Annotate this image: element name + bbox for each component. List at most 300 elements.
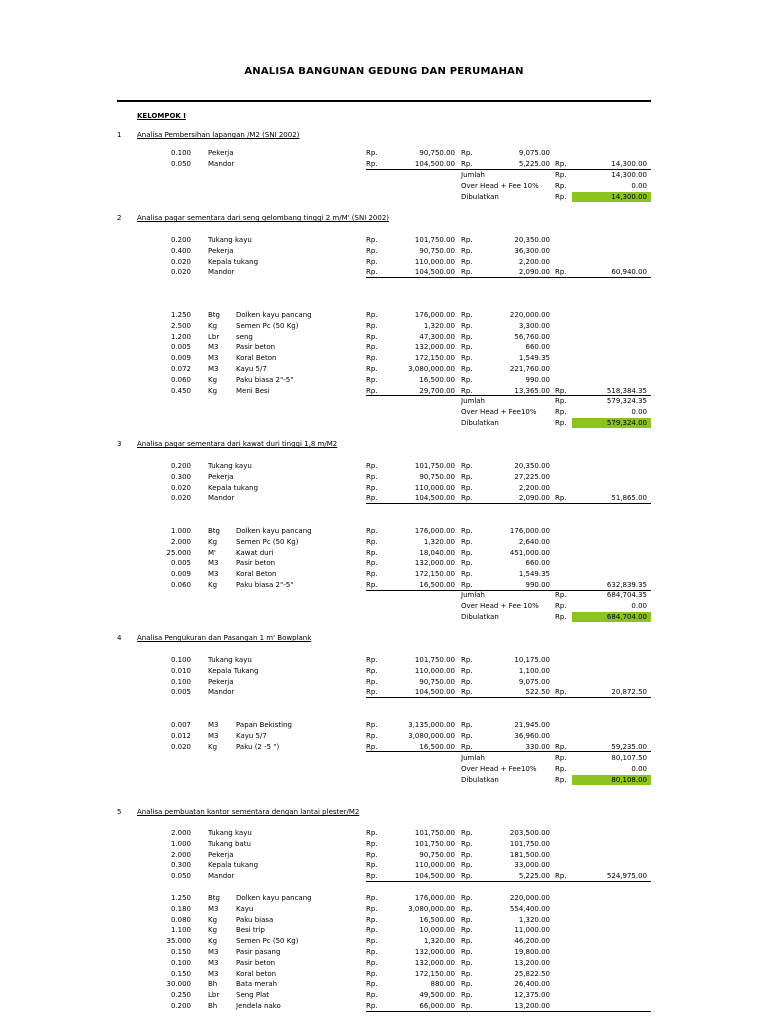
subtotal-cell: 220,000.00 bbox=[509, 311, 550, 319]
currency-label: Rp. bbox=[461, 861, 473, 870]
unit-price-cell: 90,750.00 bbox=[419, 472, 455, 481]
qty-cell: 0.009 bbox=[170, 354, 191, 363]
currency-label: Rp. bbox=[366, 666, 378, 675]
qty-cell: 0.150 bbox=[170, 969, 191, 978]
currency-label: Rp. bbox=[461, 915, 473, 924]
qty-cell: 0.050 bbox=[170, 872, 191, 881]
subtotal-cell: 10,175.00 bbox=[514, 656, 550, 664]
table-row bbox=[0, 915, 768, 926]
subtotal-cell: 990.00 bbox=[525, 375, 550, 384]
subtotal-cell: 21,945.00 bbox=[514, 721, 550, 729]
currency-label: Rp. bbox=[366, 915, 378, 924]
unit-price-cell: 172,150.00 bbox=[414, 969, 455, 978]
currency-label: Rp. bbox=[366, 721, 378, 729]
block-total-cell: 14,300.00 bbox=[611, 159, 647, 168]
description-cell: Bata merah bbox=[236, 980, 278, 989]
qty-cell: 2.000 bbox=[170, 537, 191, 546]
currency-label: Rp. bbox=[461, 159, 473, 168]
description-cell: Koral Beton bbox=[236, 570, 277, 579]
section-number: 5 bbox=[117, 808, 122, 816]
currency-label: Rp. bbox=[366, 483, 378, 492]
subtotal-cell: 203,500.00 bbox=[509, 829, 550, 837]
currency-label: Rp. bbox=[461, 311, 473, 319]
currency-label: Rp. bbox=[555, 494, 567, 503]
summary-value: 0.00 bbox=[631, 601, 647, 610]
summary-label: Dibulatkan bbox=[461, 418, 499, 427]
unit-cell: Kg bbox=[208, 375, 218, 384]
description-cell: Pekerja bbox=[208, 677, 234, 686]
unit-price-cell: 104,500.00 bbox=[414, 872, 455, 881]
table-row bbox=[0, 569, 768, 580]
subtotal-cell: 451,000.00 bbox=[509, 548, 550, 557]
description-cell: Kayu 5/7 bbox=[236, 365, 267, 373]
description-cell: Pekerja bbox=[208, 472, 234, 481]
description-cell: Tukang kayu bbox=[208, 462, 252, 470]
summary-row bbox=[0, 590, 768, 601]
currency-label: Rp. bbox=[461, 666, 473, 675]
currency-label: Rp. bbox=[461, 494, 473, 503]
subtotal-cell: 101,750.00 bbox=[509, 839, 550, 848]
block-total-cell: 524,975.00 bbox=[606, 872, 647, 881]
currency-label: Rp. bbox=[461, 742, 473, 751]
currency-label: Rp. bbox=[461, 246, 473, 255]
unit-cell: Kg bbox=[208, 926, 218, 935]
qty-cell: 0.060 bbox=[170, 375, 191, 384]
currency-label: Rp. bbox=[366, 991, 378, 1000]
currency-label: Rp. bbox=[555, 775, 567, 784]
description-cell: Koral Beton bbox=[236, 354, 277, 363]
description-cell: Dolken kayu pancang bbox=[236, 311, 312, 319]
total-rule bbox=[366, 751, 651, 752]
currency-label: Rp. bbox=[461, 829, 473, 837]
qty-cell: 0.300 bbox=[170, 472, 191, 481]
table-row bbox=[0, 548, 768, 559]
currency-label: Rp. bbox=[461, 850, 473, 859]
currency-label: Rp. bbox=[461, 980, 473, 989]
table-row bbox=[0, 990, 768, 1001]
currency-label: Rp. bbox=[461, 354, 473, 363]
currency-label: Rp. bbox=[366, 926, 378, 935]
description-cell: Koral beton bbox=[236, 969, 277, 978]
unit-price-cell: 3,080,000.00 bbox=[408, 731, 455, 740]
table-row bbox=[0, 246, 768, 257]
unit-cell: M3 bbox=[208, 958, 219, 967]
page-title: ANALISA BANGUNAN GEDUNG DAN PERUMAHAN bbox=[244, 66, 524, 77]
total-rule bbox=[366, 697, 651, 698]
description-cell: Mandor bbox=[208, 872, 235, 881]
currency-label: Rp. bbox=[461, 969, 473, 978]
summary-label: Over Head + Fee10% bbox=[461, 407, 537, 416]
table-row bbox=[0, 483, 768, 494]
unit-price-cell: 880.00 bbox=[430, 980, 455, 989]
qty-cell: 1.100 bbox=[170, 926, 191, 935]
qty-cell: 0.005 bbox=[170, 688, 191, 697]
qty-cell: 1.000 bbox=[170, 527, 191, 535]
unit-price-cell: 104,500.00 bbox=[414, 494, 455, 503]
unit-price-cell: 18,040.00 bbox=[419, 548, 455, 557]
currency-label: Rp. bbox=[366, 677, 378, 686]
unit-price-cell: 3,080,000.00 bbox=[408, 365, 455, 373]
currency-label: Rp. bbox=[555, 159, 567, 168]
subtotal-cell: 1,100.00 bbox=[518, 666, 550, 675]
currency-label: Rp. bbox=[461, 548, 473, 557]
unit-price-cell: 110,000.00 bbox=[414, 483, 455, 492]
currency-label: Rp. bbox=[555, 171, 567, 179]
subtotal-cell: 12,375.00 bbox=[514, 991, 550, 1000]
unit-price-cell: 90,750.00 bbox=[419, 149, 455, 157]
unit-price-cell: 101,750.00 bbox=[414, 829, 455, 837]
currency-label: Rp. bbox=[461, 462, 473, 470]
subtotal-cell: 36,300.00 bbox=[514, 246, 550, 255]
unit-price-cell: 132,000.00 bbox=[414, 559, 455, 568]
description-cell: Pekerja bbox=[208, 246, 234, 255]
currency-label: Rp. bbox=[366, 742, 378, 751]
section-number: 1 bbox=[117, 131, 122, 139]
table-row bbox=[0, 364, 768, 375]
qty-cell: 0.005 bbox=[170, 559, 191, 568]
table-row bbox=[0, 558, 768, 569]
currency-label: Rp. bbox=[461, 483, 473, 492]
currency-label: Rp. bbox=[366, 527, 378, 535]
currency-label: Rp. bbox=[461, 656, 473, 664]
qty-cell: 0.450 bbox=[170, 386, 191, 395]
currency-label: Rp. bbox=[366, 268, 378, 277]
description-cell: Pekerja bbox=[208, 149, 234, 157]
description-cell: Mandor bbox=[208, 268, 235, 277]
section-header bbox=[0, 439, 768, 450]
qty-cell: 30.000 bbox=[166, 980, 191, 989]
description-cell: Paku biasa bbox=[236, 915, 274, 924]
description-cell: Meni Besi bbox=[236, 386, 270, 395]
unit-price-cell: 132,000.00 bbox=[414, 958, 455, 967]
table-row bbox=[0, 537, 768, 548]
table-row bbox=[0, 353, 768, 364]
currency-label: Rp. bbox=[366, 472, 378, 481]
summary-row bbox=[0, 170, 768, 181]
unit-cell: Kg bbox=[208, 937, 218, 946]
qty-cell: 1.200 bbox=[170, 332, 191, 341]
unit-cell: M3 bbox=[208, 969, 219, 978]
subtotal-cell: 9,075.00 bbox=[518, 677, 550, 686]
currency-label: Rp. bbox=[366, 937, 378, 946]
table-row bbox=[0, 257, 768, 268]
currency-label: Rp. bbox=[555, 742, 567, 751]
unit-cell: Btg bbox=[208, 894, 220, 902]
currency-label: Rp. bbox=[461, 570, 473, 579]
subtotal-cell: 2,090.00 bbox=[518, 494, 550, 503]
qty-cell: 0.050 bbox=[170, 159, 191, 168]
qty-cell: 0.200 bbox=[170, 236, 191, 244]
table-row bbox=[0, 342, 768, 353]
table-row bbox=[0, 893, 768, 904]
description-cell: Kayu 5/7 bbox=[236, 731, 267, 740]
currency-label: Rp. bbox=[555, 181, 567, 190]
qty-cell: 1.250 bbox=[170, 894, 191, 902]
qty-cell: 0.072 bbox=[170, 365, 191, 373]
unit-price-cell: 172,150.00 bbox=[414, 354, 455, 363]
rounded-total-value: 684,704.00 bbox=[606, 612, 647, 621]
description-cell: Kepala tukang bbox=[208, 483, 259, 492]
summary-value: 0.00 bbox=[631, 764, 647, 773]
qty-cell: 35.000 bbox=[166, 937, 191, 946]
block-total-cell: 20,872.50 bbox=[611, 688, 647, 697]
subtotal-cell: 46,200.00 bbox=[514, 937, 550, 946]
description-cell: Kawat duri bbox=[236, 548, 274, 557]
currency-label: Rp. bbox=[555, 268, 567, 277]
currency-label: Rp. bbox=[366, 311, 378, 319]
table-row bbox=[0, 235, 768, 246]
section-header bbox=[0, 633, 768, 644]
subtotal-cell: 33,000.00 bbox=[514, 861, 550, 870]
description-cell: Semen Pc (50 Kg) bbox=[236, 937, 299, 946]
currency-label: Rp. bbox=[555, 872, 567, 881]
description-cell: Tukang batu bbox=[208, 839, 251, 848]
currency-label: Rp. bbox=[366, 850, 378, 859]
currency-label: Rp. bbox=[461, 321, 473, 330]
unit-price-cell: 101,750.00 bbox=[414, 839, 455, 848]
subtotal-cell: 1,320.00 bbox=[518, 915, 550, 924]
subtotal-cell: 522.50 bbox=[525, 688, 550, 697]
total-rule bbox=[366, 503, 651, 504]
qty-cell: 0.400 bbox=[170, 246, 191, 255]
table-row bbox=[0, 148, 768, 159]
section-number: 3 bbox=[117, 440, 122, 448]
summary-value: 579,324.35 bbox=[606, 397, 647, 405]
rounded-total-value: 579,324.00 bbox=[606, 418, 647, 427]
qty-cell: 0.100 bbox=[170, 958, 191, 967]
currency-label: Rp. bbox=[366, 321, 378, 330]
summary-value: 14,300.00 bbox=[611, 171, 647, 179]
unit-cell: M3 bbox=[208, 559, 219, 568]
qty-cell: 0.020 bbox=[170, 494, 191, 503]
unit-price-cell: 16,500.00 bbox=[419, 742, 455, 751]
rounded-total-row bbox=[0, 612, 768, 623]
table-row bbox=[0, 526, 768, 537]
unit-price-cell: 132,000.00 bbox=[414, 343, 455, 352]
currency-label: Rp. bbox=[461, 731, 473, 740]
table-row bbox=[0, 936, 768, 947]
qty-cell: 0.300 bbox=[170, 861, 191, 870]
currency-label: Rp. bbox=[461, 937, 473, 946]
table-row bbox=[0, 958, 768, 969]
qty-cell: 2.500 bbox=[170, 321, 191, 330]
subtotal-cell: 19,800.00 bbox=[514, 948, 550, 956]
currency-label: Rp. bbox=[555, 397, 567, 405]
summary-label: Jumlah bbox=[461, 171, 485, 179]
unit-price-cell: 90,750.00 bbox=[419, 677, 455, 686]
unit-cell: M3 bbox=[208, 731, 219, 740]
unit-price-cell: 101,750.00 bbox=[414, 656, 455, 664]
table-row bbox=[0, 947, 768, 958]
currency-label: Rp. bbox=[461, 472, 473, 481]
unit-price-cell: 176,000.00 bbox=[414, 527, 455, 535]
currency-label: Rp. bbox=[366, 656, 378, 664]
table-row bbox=[0, 310, 768, 321]
table-row bbox=[0, 860, 768, 871]
currency-label: Rp. bbox=[366, 958, 378, 967]
currency-label: Rp. bbox=[366, 980, 378, 989]
unit-cell: M3 bbox=[208, 354, 219, 363]
block-total-cell: 518,384.35 bbox=[606, 386, 647, 395]
currency-label: Rp. bbox=[366, 537, 378, 546]
currency-label: Rp. bbox=[366, 581, 378, 589]
table-row bbox=[0, 731, 768, 742]
subtotal-cell: 221,760.00 bbox=[509, 365, 550, 373]
unit-cell: Kg bbox=[208, 581, 218, 589]
currency-label: Rp. bbox=[461, 688, 473, 697]
unit-price-cell: 176,000.00 bbox=[414, 894, 455, 902]
qty-cell: 1.000 bbox=[170, 839, 191, 848]
qty-cell: 0.005 bbox=[170, 343, 191, 352]
currency-label: Rp. bbox=[461, 375, 473, 384]
currency-label: Rp. bbox=[366, 354, 378, 363]
table-row bbox=[0, 375, 768, 386]
currency-label: Rp. bbox=[366, 969, 378, 978]
subtotal-cell: 56,760.00 bbox=[514, 332, 550, 341]
group-heading: KELOMPOK I bbox=[137, 112, 186, 120]
unit-cell: M3 bbox=[208, 570, 219, 579]
currency-label: Rp. bbox=[461, 904, 473, 913]
description-cell: Mandor bbox=[208, 494, 235, 503]
currency-label: Rp. bbox=[366, 904, 378, 913]
currency-label: Rp. bbox=[461, 559, 473, 568]
subtotal-cell: 9,075.00 bbox=[518, 149, 550, 157]
currency-label: Rp. bbox=[366, 343, 378, 352]
description-cell: Papan Bekisting bbox=[236, 721, 292, 729]
subtotal-cell: 660.00 bbox=[525, 343, 550, 352]
summary-label: Dibulatkan bbox=[461, 775, 499, 784]
currency-label: Rp. bbox=[461, 527, 473, 535]
subtotal-cell: 1,549.35 bbox=[518, 354, 550, 363]
subtotal-cell: 36,960.00 bbox=[514, 731, 550, 740]
summary-value: 0.00 bbox=[631, 181, 647, 190]
summary-label: Jumlah bbox=[461, 754, 485, 762]
subtotal-cell: 25,822.50 bbox=[514, 969, 550, 978]
summary-label: Dibulatkan bbox=[461, 612, 499, 621]
summary-label: Over Head + Fee 10% bbox=[461, 601, 539, 610]
rounded-total-row bbox=[0, 775, 768, 786]
currency-label: Rp. bbox=[461, 958, 473, 967]
currency-label: Rp. bbox=[366, 159, 378, 168]
qty-cell: 0.020 bbox=[170, 483, 191, 492]
subtotal-cell: 5,225.00 bbox=[518, 159, 550, 168]
table-row bbox=[0, 979, 768, 990]
description-cell: Semen Pc (50 Kg) bbox=[236, 537, 299, 546]
subtotal-cell: 220,000.00 bbox=[509, 894, 550, 902]
description-cell: Pasir beton bbox=[236, 343, 276, 352]
unit-cell: Btg bbox=[208, 311, 220, 319]
subtotal-cell: 13,365.00 bbox=[514, 386, 550, 395]
table-row bbox=[0, 677, 768, 688]
qty-cell: 0.180 bbox=[170, 904, 191, 913]
summary-row bbox=[0, 753, 768, 764]
subtotal-cell: 2,200.00 bbox=[518, 257, 550, 266]
qty-cell: 0.012 bbox=[170, 731, 191, 740]
section-title: Analisa Pengukuran dan Pasangan 1 m' Bowplank bbox=[137, 634, 312, 642]
unit-cell: Bh bbox=[208, 1002, 218, 1010]
qty-cell: 1.250 bbox=[170, 311, 191, 319]
currency-label: Rp. bbox=[461, 149, 473, 157]
subtotal-cell: 13,200.00 bbox=[514, 958, 550, 967]
subtotal-cell: 20,350.00 bbox=[514, 236, 550, 244]
unit-cell: Kg bbox=[208, 742, 218, 751]
description-cell: Pasir pasang bbox=[236, 948, 281, 956]
table-row bbox=[0, 666, 768, 677]
description-cell: Dolken kayu pancang bbox=[236, 894, 312, 902]
summary-label: Over Head + Fee 10% bbox=[461, 181, 539, 190]
section-number: 4 bbox=[117, 634, 122, 642]
unit-price-cell: 1,320.00 bbox=[423, 937, 455, 946]
currency-label: Rp. bbox=[555, 591, 567, 599]
qty-cell: 0.009 bbox=[170, 570, 191, 579]
subtotal-cell: 3,300.00 bbox=[518, 321, 550, 330]
section-number: 2 bbox=[117, 214, 122, 222]
summary-row bbox=[0, 407, 768, 418]
table-row bbox=[0, 461, 768, 472]
summary-row bbox=[0, 601, 768, 612]
summary-label: Over Head + Fee10% bbox=[461, 764, 537, 773]
currency-label: Rp. bbox=[461, 343, 473, 352]
description-cell: Mandor bbox=[208, 159, 235, 168]
currency-label: Rp. bbox=[461, 332, 473, 341]
table-row bbox=[0, 969, 768, 980]
unit-cell: Kg bbox=[208, 386, 218, 395]
subtotal-cell: 27,225.00 bbox=[514, 472, 550, 481]
table-row bbox=[0, 655, 768, 666]
qty-cell: 0.100 bbox=[170, 677, 191, 686]
summary-label: Dibulatkan bbox=[461, 192, 499, 201]
currency-label: Rp. bbox=[366, 462, 378, 470]
subtotal-cell: 330.00 bbox=[525, 742, 550, 751]
unit-cell: M' bbox=[208, 548, 216, 557]
unit-price-cell: 10,000.00 bbox=[419, 926, 455, 935]
qty-cell: 2.000 bbox=[170, 829, 191, 837]
summary-label: Jumlah bbox=[461, 397, 485, 405]
unit-price-cell: 66,000.00 bbox=[419, 1002, 455, 1010]
unit-price-cell: 101,750.00 bbox=[414, 462, 455, 470]
currency-label: Rp. bbox=[555, 688, 567, 697]
qty-cell: 25.000 bbox=[166, 548, 191, 557]
block-total-cell: 632,839.35 bbox=[606, 581, 647, 589]
qty-cell: 0.200 bbox=[170, 1002, 191, 1010]
section-title: Analisa pagar sementara dari seng gelombang tinggi 2 m/M' (SNI 2002) bbox=[137, 214, 390, 222]
table-row bbox=[0, 839, 768, 850]
unit-cell: M3 bbox=[208, 948, 219, 956]
currency-label: Rp. bbox=[555, 612, 567, 621]
currency-label: Rp. bbox=[461, 537, 473, 546]
currency-label: Rp. bbox=[461, 1002, 473, 1010]
qty-cell: 2.000 bbox=[170, 850, 191, 859]
subtotal-cell: 2,200.00 bbox=[518, 483, 550, 492]
unit-price-cell: 47,300.00 bbox=[419, 332, 455, 341]
subtotal-cell: 13,200.00 bbox=[514, 1002, 550, 1010]
currency-label: Rp. bbox=[461, 365, 473, 373]
unit-price-cell: 176,000.00 bbox=[414, 311, 455, 319]
rounded-total-row bbox=[0, 192, 768, 203]
block-total-cell: 51,865.00 bbox=[611, 494, 647, 503]
description-cell: Kepala tukang bbox=[208, 257, 259, 266]
currency-label: Rp. bbox=[366, 548, 378, 557]
unit-price-cell: 3,080,000.00 bbox=[408, 904, 455, 913]
unit-price-cell: 90,750.00 bbox=[419, 246, 455, 255]
description-cell: Mandor bbox=[208, 688, 235, 697]
subtotal-cell: 2,090.00 bbox=[518, 268, 550, 277]
qty-cell: 0.100 bbox=[170, 149, 191, 157]
unit-price-cell: 101,750.00 bbox=[414, 236, 455, 244]
unit-price-cell: 110,000.00 bbox=[414, 257, 455, 266]
description-cell: Kayu bbox=[236, 904, 254, 913]
description-cell: Pekerja bbox=[208, 850, 234, 859]
